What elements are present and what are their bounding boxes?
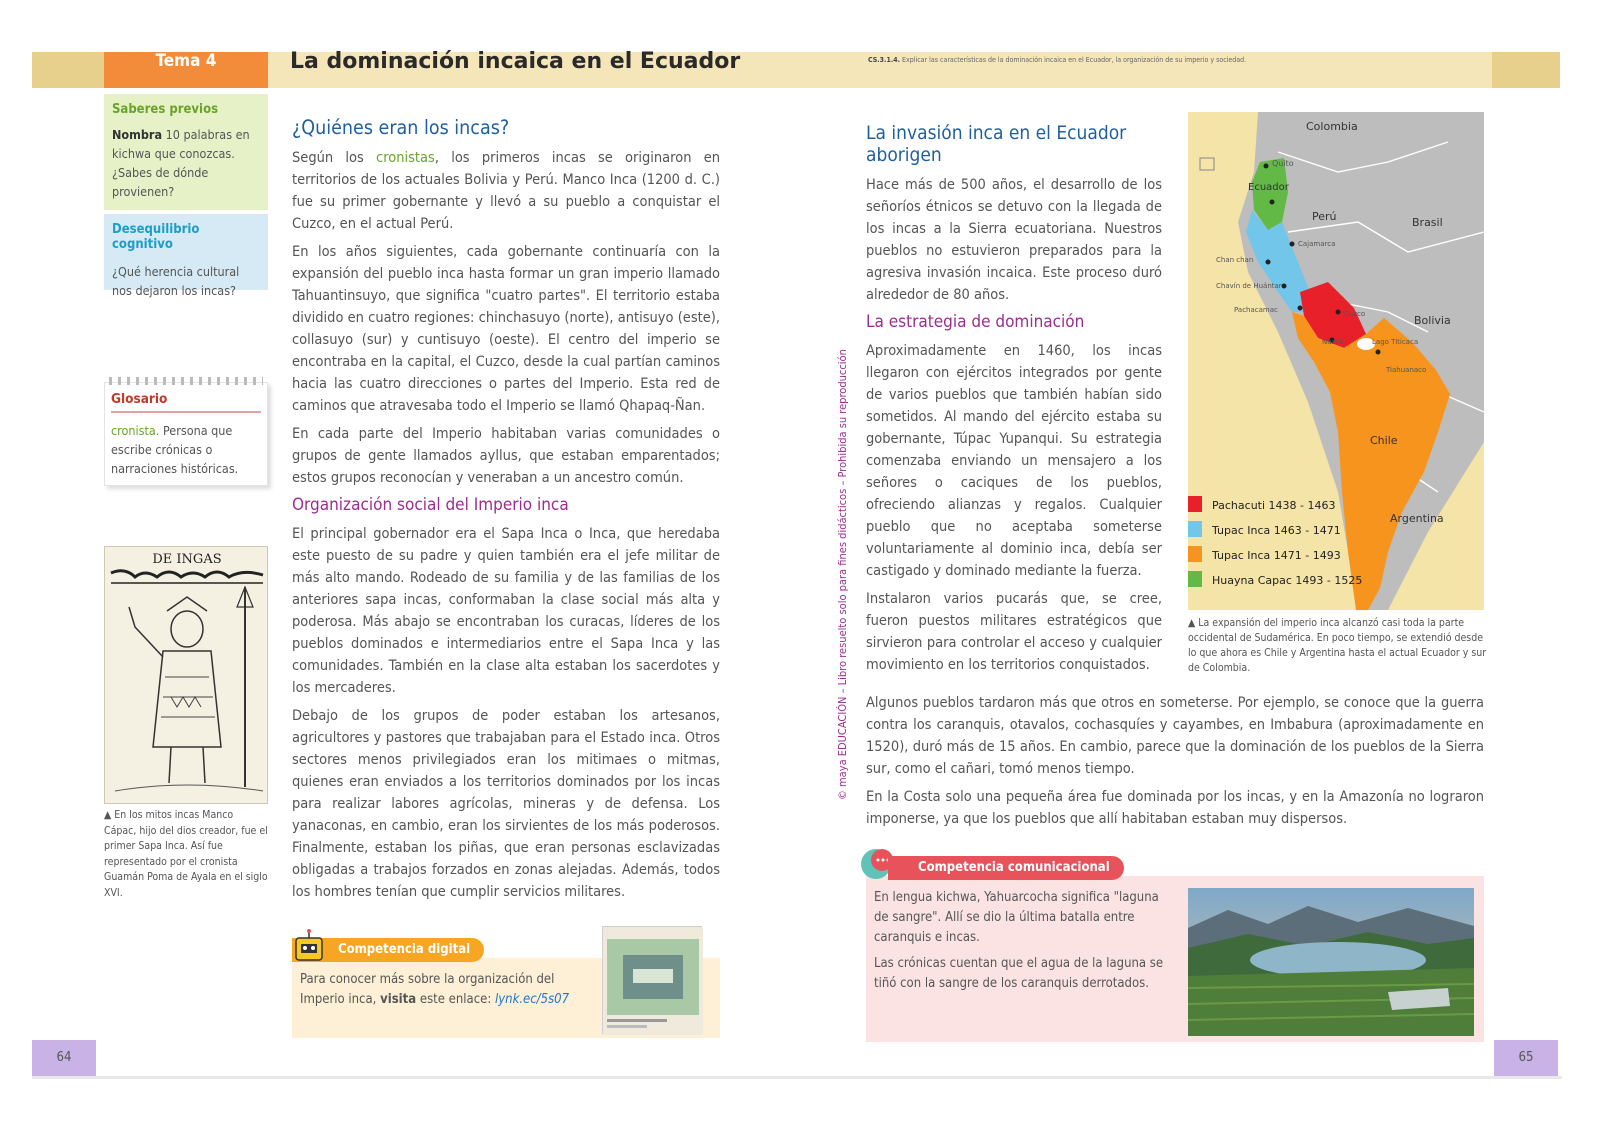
right-wide-text	[866, 692, 1484, 836]
left-main-column	[292, 116, 720, 909]
paragraph: En la Costa solo una pequeña área fue dominada por los incas, y en la Amazonía no lograron imponerse, ya que los pueblos que allí habitaban estaban muy dispersos.	[866, 789, 1484, 827]
paragraph: Debajo de los grupos de poder estaban los artesanos, agricultores y pastores que trabajaban para el Estado inca. Otros sectores menos privilegiados eran los mitimaes o mitmas, quienes eran enviados a los territorios dominados por los incas para realizar labores agrícolas, mineras y de defensa. Los yanaconas, en cambio, eran los sirvientes de los más poderosos. Finalmente, estaban los piñas, que eran personas esclavizadas obligadas a trabajos forzados en zonas alejadas. Además, todos los hombres tenían que cumplir servicios militares.	[292, 708, 720, 900]
map-label-pachacamac: Pachacamac	[1234, 306, 1278, 314]
legend-swatch-2	[1188, 546, 1202, 562]
section-heading-organizacion: Organización social del Imperio inca	[292, 495, 569, 515]
manco-capac-illustration	[104, 546, 268, 804]
tema-tab: Tema 4	[104, 52, 268, 88]
legend-label-3: Huayna Capac 1493 - 1525	[1212, 574, 1363, 587]
website-thumbnail[interactable]	[602, 926, 702, 1034]
saberes-previos-box	[104, 94, 268, 210]
right-main-column	[866, 116, 1162, 682]
legend-label-0: Pachacuti 1438 - 1463	[1212, 499, 1336, 512]
legend-label-2: Tupac Inca 1471 - 1493	[1212, 549, 1341, 562]
desequilibrio-box	[104, 214, 268, 298]
page-number-left: 64	[32, 1040, 96, 1076]
map-label-bolivia: Bolivia	[1414, 314, 1451, 327]
yahuarcocha-lake-photo	[1188, 888, 1474, 1036]
paragraph: Según los cronistas, los primeros incas se originaron en territorios de los actuales Bolivia y Perú. Manco Inca (1200 d. C.) fue su primer gobernante y llevó a su pueblo a conquistar el Cuzco, en el actual Perú.	[292, 150, 720, 232]
criterio-text: CS.3.1.4. Explicar las características de la dominación incaica en el Ecuador, la organización de su imperio y sociedad.	[868, 56, 1247, 64]
legend-swatch-3	[1188, 571, 1202, 587]
desequilibrio-title: Desequilibrio cognitivo	[112, 222, 200, 252]
paragraph: En cada parte del Imperio habitaban varias comunidades o grupos de gente llamados ayllus, que estaban emparentados; estos grupos reconocían y veneraban a un ancestro común.	[292, 426, 720, 486]
map-label-quito: Quito	[1272, 159, 1294, 168]
inca-expansion-map	[1188, 112, 1484, 610]
paragraph: El principal gobernador era el Sapa Inca o Inca, que heredaba este puesto de su padre y quien también era el jefe militar de más alto mando. Rodeado de su familia y de las familias de los anteriores sapa incas, conformaban la clase social más alta y poderosa. Más abajo se encontraban los curacas, líderes de los pueblos dominados e intermediarios entre el Sapa Inca y las comunidades. También en la clase alta estaban los sacerdotes y los mercaderes.	[292, 526, 720, 696]
map-label-peru: Perú	[1312, 210, 1337, 223]
section-heading-quienes: ¿Quiénes eran los incas?	[292, 116, 510, 139]
competencia-digital-text: Para conocer más sobre la organización del Imperio inca, visita este enlace: lynk.ec/5s07	[300, 972, 570, 1007]
page-bottom-edge	[32, 1076, 1562, 1079]
paragraph: Algunos pueblos tardaron más que otros en someterse. Por ejemplo, se conoce que la guerra contra los caranquis, otavalos, cochasquíes y cayambes, en Imbabura (aproximadamente en 1520), duró más de 15 años. En cambio, parece que la dominación de los pueblos de la Sierra sur, como el cañari, tomó menos tiempo.	[866, 695, 1484, 777]
paragraph: Aproximadamente en 1460, los incas llegaron con ejércitos integrados por gente de varios pueblos que también habían sido sometidos. Al mando del ejército estaba su gobernante, Túpac Yupanqui. Su estrategia comenzaba enviando un mensajero a los señores o caciques de los pueblos, ofreciendo alianzas y regalos. Cualquier pueblo que no aceptaba someterse voluntariamente al dominio inca, debía ser castigado y dominado mediante la fuerza.	[866, 343, 1162, 579]
illustration-caption: ▲ En los mitos incas Manco Cápac, hijo del dios creador, fue el primer Sapa Inca. Así fue representado por el cronista Guamán Poma de Ayala en el siglo XVI.	[104, 809, 268, 899]
section-heading-invasion: La invasión inca en el Ecuador aborigen	[866, 122, 1127, 166]
competencia-digital-title: Competencia digital	[292, 938, 484, 962]
page-title: La dominación incaica en el Ecuador	[290, 49, 741, 74]
paragraph: Hace más de 500 años, el desarrollo de los señoríos étnicos se detuvo con la llegada de los incas a la Sierra ecuatoriana. Nuestros pueblos no estuvieron preparados para la agresiva invasión incaica. Este proceso duró alrededor de 80 años.	[866, 177, 1162, 303]
saberes-previos-title: Saberes previos	[112, 102, 219, 117]
external-link[interactable]: lynk.ec/5s07	[494, 992, 570, 1007]
desequilibrio-text: ¿Qué herencia cultural nos dejaron los incas?	[112, 264, 240, 298]
map-caption: ▲ La expansión del imperio inca alcanzó casi toda la parte occidental de Sudamérica. En poco tiempo, se extendió desde lo que ahora es Chile y Argentina hasta el actual Ecuador y sur de Colombia.	[1188, 617, 1487, 674]
map-label-cajamarca: Cajamarca	[1298, 240, 1336, 248]
map-label-titicaca: Lago Titicaca	[1372, 338, 1419, 346]
map-label-brasil: Brasil	[1412, 216, 1443, 229]
saberes-previos-text: Nombra 10 palabras en kichwa que conozcas. ¿Sabes de dónde provienen?	[112, 127, 250, 199]
notebook-spiral	[109, 377, 263, 385]
map-label-chanchan: Chan chan	[1216, 256, 1254, 264]
map-label-tiahuanaco: Tiahuanaco	[1386, 366, 1427, 374]
map-label-ecuador: Ecuador	[1248, 182, 1289, 193]
glosario-title: Glosario	[111, 391, 261, 413]
illustration-heading: DE INGAS	[152, 552, 222, 567]
page-number-right: 65	[1494, 1040, 1558, 1076]
copyright-vertical: © maya EDUCACIÓN – Libro resuelto solo para fines didácticos – Prohibida su reproducción	[836, 349, 849, 800]
glosario-entry: cronista. Persona que escribe crónicas o narraciones históricas.	[111, 423, 239, 476]
robot-icon	[292, 928, 328, 968]
competencia-comunicacional-title: Competencia comunicacional	[888, 856, 1124, 880]
map-label-chavin: Chavín de Huántar	[1216, 282, 1282, 290]
map-label-argentina: Argentina	[1390, 512, 1444, 525]
map-label-colombia: Colombia	[1306, 120, 1358, 133]
comunic-paragraph-1: En lengua kichwa, Yahuarcocha significa "laguna de sangre". Allí se dio la última batalla entre caranquis e incas.	[874, 890, 1159, 945]
map-label-cuzco: Cuzco	[1344, 310, 1366, 318]
section-heading-estrategia: La estrategia de dominación	[866, 312, 1085, 332]
legend-swatch-0	[1188, 496, 1202, 512]
legend-label-1: Tupac Inca 1463 - 1471	[1212, 524, 1341, 537]
glosario-box	[104, 382, 268, 486]
paragraph: Instalaron varios pucarás que, se cree, fueron puestos militares estratégicos que sirvieron para controlar el acceso y cualquier movimiento en los territorios conquistados.	[866, 591, 1162, 673]
cronistas-link[interactable]: cronistas	[376, 150, 435, 166]
legend-swatch-1	[1188, 521, 1202, 537]
paragraph: En los años siguientes, cada gobernante continuaría con la expansión del pueblo inca hasta formar un gran imperio llamado Tahuantinsuyo, que significa "cuatro partes". El territorio estaba dividido en cuatro regiones: chinchasuyo (norte), antisuyo (este), collasuyo (sur) y cuntisuyo (oeste). El centro del imperio se encontraba en la capital, el Cuzco, desde la cual partían caminos hacia las cuatro direcciones o partes del Imperio. Esta red de caminos que atravesaba todo el Imperio se llamó Qhapaq-Ñan.	[292, 244, 720, 414]
map-label-nazca: Nazca	[1322, 338, 1344, 346]
comunic-paragraph-2: Las crónicas cuentan que el agua de la laguna se tiñó con la sangre de los caranquis derrotados.	[874, 956, 1164, 991]
map-label-chile: Chile	[1370, 434, 1398, 447]
